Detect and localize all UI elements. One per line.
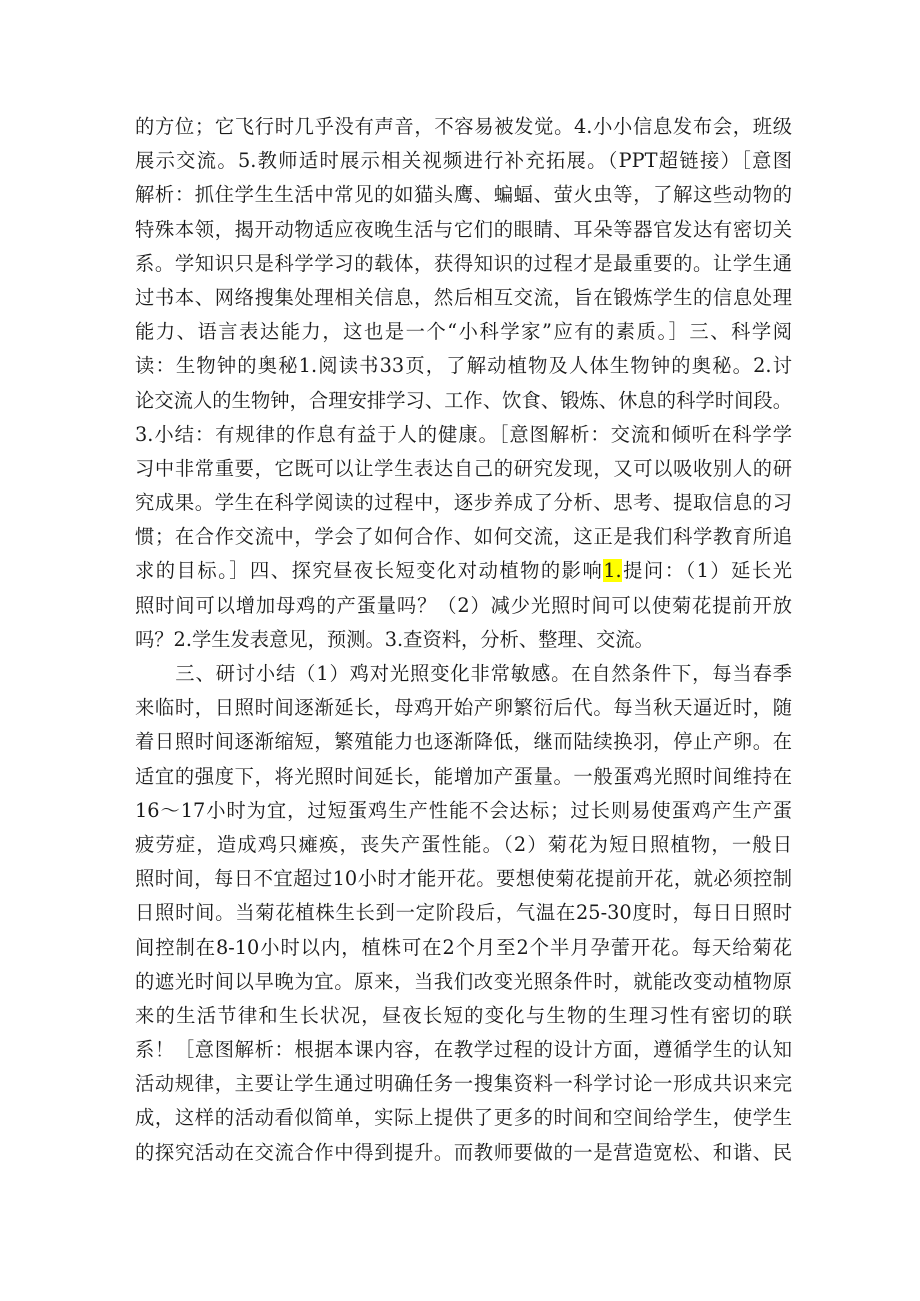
paragraph-1-line: 能力、语言表达能力，这也是一个“小科学家”应有的素质。］三、科学阅: [135, 320, 792, 344]
paragraph-1-line: 惯；在合作交流中，学会了如何合作、如何交流，这正是我们科学教育所追: [135, 525, 792, 549]
paragraph-2-line: 来临时，日照时间逐渐延长，母鸡开始产卵繁衍后代。每当秋天逼近时，随: [135, 696, 792, 720]
paragraph-2-line: 活动规律，主要让学生通过明确任务一搜集资料一科学讨论一形成共识来完: [135, 1072, 792, 1096]
paragraph-1-line: 习中非常重要，它既可以让学生表达自己的研究发现，又可以吸收别人的研: [135, 456, 792, 480]
paragraph-1-line: 究成果。学生在科学阅读的过程中，逐步养成了分析、思考、提取信息的习: [135, 491, 792, 515]
paragraph-2-line: 三、研讨小结（1）鸡对光照变化非常敏感。在自然条件下，每当春季: [135, 662, 792, 685]
paragraph-2-line: 成，这样的活动看似简单，实际上提供了更多的时间和空间给学生，使学生: [135, 1106, 792, 1130]
paragraph-2-line: 适宜的强度下，将光照时间延长，能增加产蛋量。一般蛋鸡光照时间维持在: [135, 764, 792, 788]
paragraph-2-line: 照时间，每日不宜超过10小时才能开花。要想使菊花提前开花，就必须控制: [135, 867, 792, 891]
paragraph-1-line: 3.小结：有规律的作息有益于人的健康。［意图解析：交流和倾听在科学学: [135, 422, 792, 446]
paragraph-1-line: 解析：抓住学生生活中常见的如猫头鹰、蝙蝠、萤火虫等，了解这些动物的: [135, 183, 792, 207]
paragraph-2-line: 的遮光时间以早晚为宜。原来，当我们改变光照条件时，就能改变动植物原: [135, 969, 792, 993]
paragraph-1-line: 照时间可以增加母鸡的产蛋量吗？（2）减少光照时间可以使菊花提前开放: [135, 593, 792, 617]
paragraph-1-line-highlighted: [135, 554, 792, 588]
paragraph-2-line: 系！［意图解析：根据本课内容，在教学过程的设计方面，遵循学生的认知: [135, 1038, 792, 1062]
paragraph-2: [135, 657, 792, 1170]
line-text-before: 求的目标。］四、探究昼夜长短变化对动植物的影响: [135, 559, 604, 583]
paragraph-2-line: 着日照时间逐渐缩短，繁殖能力也逐渐降低，继而陆续换羽，停止产卵。在: [135, 730, 792, 754]
paragraph-2-line: 疲劳症，造成鸡只瘫痪，丧失产蛋性能。（2）菊花为短日照植物，一般日: [135, 832, 792, 856]
paragraph-1: [135, 110, 792, 657]
paragraph-1-line: 论交流人的生物钟，合理安排学习、工作、饮食、锻炼、休息的科学时间段。: [135, 388, 792, 412]
paragraph-2-line: 间控制在8-10小时以内，植株可在2个月至2个半月孕蕾开花。每天给菊花: [135, 935, 792, 959]
line-text-after: 提问：（1）延长光: [621, 559, 792, 583]
paragraph-1-line: 系。学知识只是科学学习的载体，获得知识的过程才是最重要的。让学生通: [135, 251, 792, 275]
paragraph-1-line: 读：生物钟的奥秘1.阅读书33页，了解动植物及人体生物钟的奥秘。2.讨: [135, 354, 792, 378]
paragraph-2-line: 16～17小时为宜，过短蛋鸡生产性能不会达标；过长则易使蛋鸡产生产蛋: [135, 798, 792, 822]
paragraph-2-line: 日照时间。当菊花植株生长到一定阶段后，气温在25-30度时，每日日照时: [135, 901, 792, 925]
paragraph-1-line: 展示交流。5.教师适时展示相关视频进行补充拓展。（PPT超链接）［意图: [135, 149, 792, 173]
paragraph-2-line: 来的生活节律和生长状况，昼夜长短的变化与生物的生理习性有密切的联: [135, 1003, 792, 1027]
paragraph-1-line: 吗？2.学生发表意见，预测。3.查资料，分析、整理、交流。: [135, 627, 654, 651]
paragraph-1-line: 特殊本领，揭开动物适应夜晚生活与它们的眼睛、耳朵等器官发达有密切关: [135, 217, 792, 241]
paragraph-2-line: 的探究活动在交流合作中得到提升。而教师要做的一是营造宽松、和谐、民: [135, 1140, 792, 1164]
paragraph-1-line: 过书本、网络搜集处理相关信息，然后相互交流，旨在锻炼学生的信息处理: [135, 285, 792, 309]
highlighted-text: 1.: [603, 559, 622, 583]
paragraph-1-line: 的方位；它飞行时几乎没有声音，不容易被发觉。4.小小信息发布会，班级: [135, 115, 792, 138]
